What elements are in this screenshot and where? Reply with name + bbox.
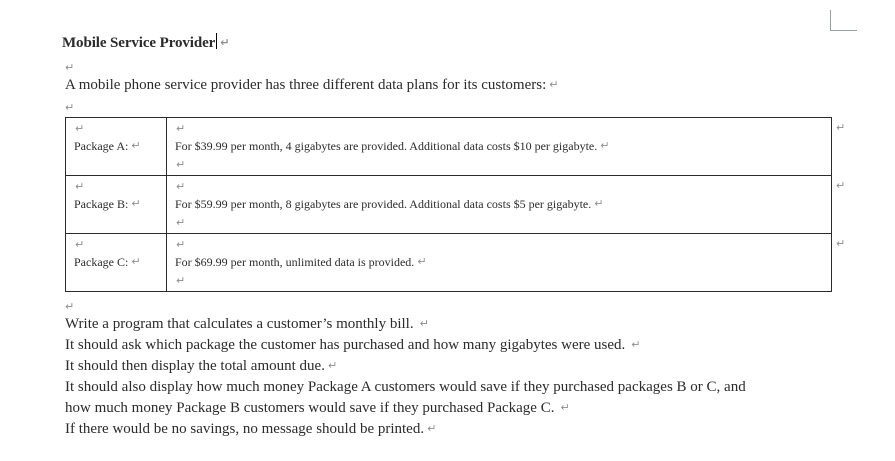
end-of-row-mark-icon: ↵ <box>836 237 846 250</box>
paragraph-mark-icon: ↵ <box>600 139 610 152</box>
paragraph-mark-icon: ↵ <box>176 158 186 171</box>
package-name: Package A: <box>74 139 129 153</box>
package-name-cell[interactable] <box>66 176 167 234</box>
paragraph-mark-icon: ↵ <box>560 401 570 414</box>
end-of-row-mark-icon: ↵ <box>836 179 846 192</box>
paragraph-mark-icon: ↵ <box>131 197 141 210</box>
table-row <box>66 118 832 176</box>
package-description: For $59.99 per month, 8 gigabytes are provided. Additional data costs $5 per gigabyte. <box>175 197 592 211</box>
package-name-cell[interactable] <box>66 118 167 176</box>
title-text: Mobile Service Provider <box>62 35 216 51</box>
paragraph-mark-icon: ↵ <box>427 422 437 435</box>
body-text: It should ask which package the customer has purchased and how many gigabytes were used. <box>65 337 626 353</box>
paragraph-mark-icon: ↵ <box>75 238 85 251</box>
paragraph-mark-icon: ↵ <box>417 255 427 268</box>
body-text: Write a program that calculates a customer’s monthly bill. <box>65 316 414 332</box>
paragraph-mark-icon: ↵ <box>176 216 186 229</box>
body-text: how much money Package B customers would save if they purchased Package C. <box>65 400 555 416</box>
paragraph-mark-icon: ↵ <box>65 101 75 114</box>
paragraph-mark-icon: ↵ <box>176 180 186 193</box>
paragraph-mark-icon: ↵ <box>549 78 559 91</box>
paragraph-mark-icon: ↵ <box>131 139 141 152</box>
paragraph-mark-icon: ↵ <box>327 359 338 372</box>
document-title[interactable] <box>62 33 229 52</box>
package-description: For $69.99 per month, unlimited data is provided. <box>175 255 415 269</box>
body-text: It should then display the total amount due. <box>65 358 325 374</box>
intro-paragraph[interactable] <box>65 77 558 94</box>
empty-paragraph[interactable] <box>65 99 74 117</box>
body-line[interactable] <box>65 337 640 354</box>
paragraph-mark-icon: ↵ <box>594 197 604 210</box>
intro-text: A mobile phone service provider has three different data plans for its customers: <box>65 77 547 93</box>
body-line[interactable] <box>65 358 337 375</box>
crop-mark <box>830 10 857 31</box>
paragraph-mark-icon: ↵ <box>631 338 641 351</box>
table-row <box>66 234 832 292</box>
empty-paragraph[interactable] <box>65 59 74 77</box>
paragraph-mark-icon: ↵ <box>75 180 85 193</box>
paragraph-mark-icon: ↵ <box>65 61 75 74</box>
package-description-cell[interactable] <box>167 118 832 176</box>
table-row <box>66 176 832 234</box>
paragraph-mark-icon: ↵ <box>131 255 141 268</box>
end-of-row-mark-icon: ↵ <box>836 121 846 134</box>
package-name-cell[interactable] <box>66 234 167 292</box>
package-description-cell[interactable] <box>167 234 832 292</box>
empty-paragraph[interactable] <box>65 298 74 316</box>
body-text: If there would be no savings, no message should be printed. <box>65 421 425 437</box>
package-description-cell[interactable] <box>167 176 832 234</box>
body-line[interactable] <box>65 421 436 438</box>
packages-table <box>65 117 832 292</box>
paragraph-mark-icon: ↵ <box>419 317 429 330</box>
paragraph-mark-icon: ↵ <box>176 122 186 135</box>
paragraph-mark-icon: ↵ <box>176 238 186 251</box>
body-line[interactable] <box>65 316 429 333</box>
package-name: Package C: <box>74 255 129 269</box>
body-line[interactable] <box>65 400 570 417</box>
paragraph-mark-icon: ↵ <box>75 122 85 135</box>
paragraph-mark-icon: ↵ <box>65 300 75 313</box>
paragraph-mark-icon: ↵ <box>176 274 186 287</box>
text-cursor <box>216 33 217 49</box>
paragraph-mark-icon: ↵ <box>220 36 230 49</box>
package-name: Package B: <box>74 197 129 211</box>
package-description: For $39.99 per month, 4 gigabytes are provided. Additional data costs $10 per gigabyte. <box>175 139 598 153</box>
body-line[interactable] <box>65 379 746 396</box>
body-text: It should also display how much money Package A customers would save if they purchased packages B or C, and <box>65 379 746 395</box>
